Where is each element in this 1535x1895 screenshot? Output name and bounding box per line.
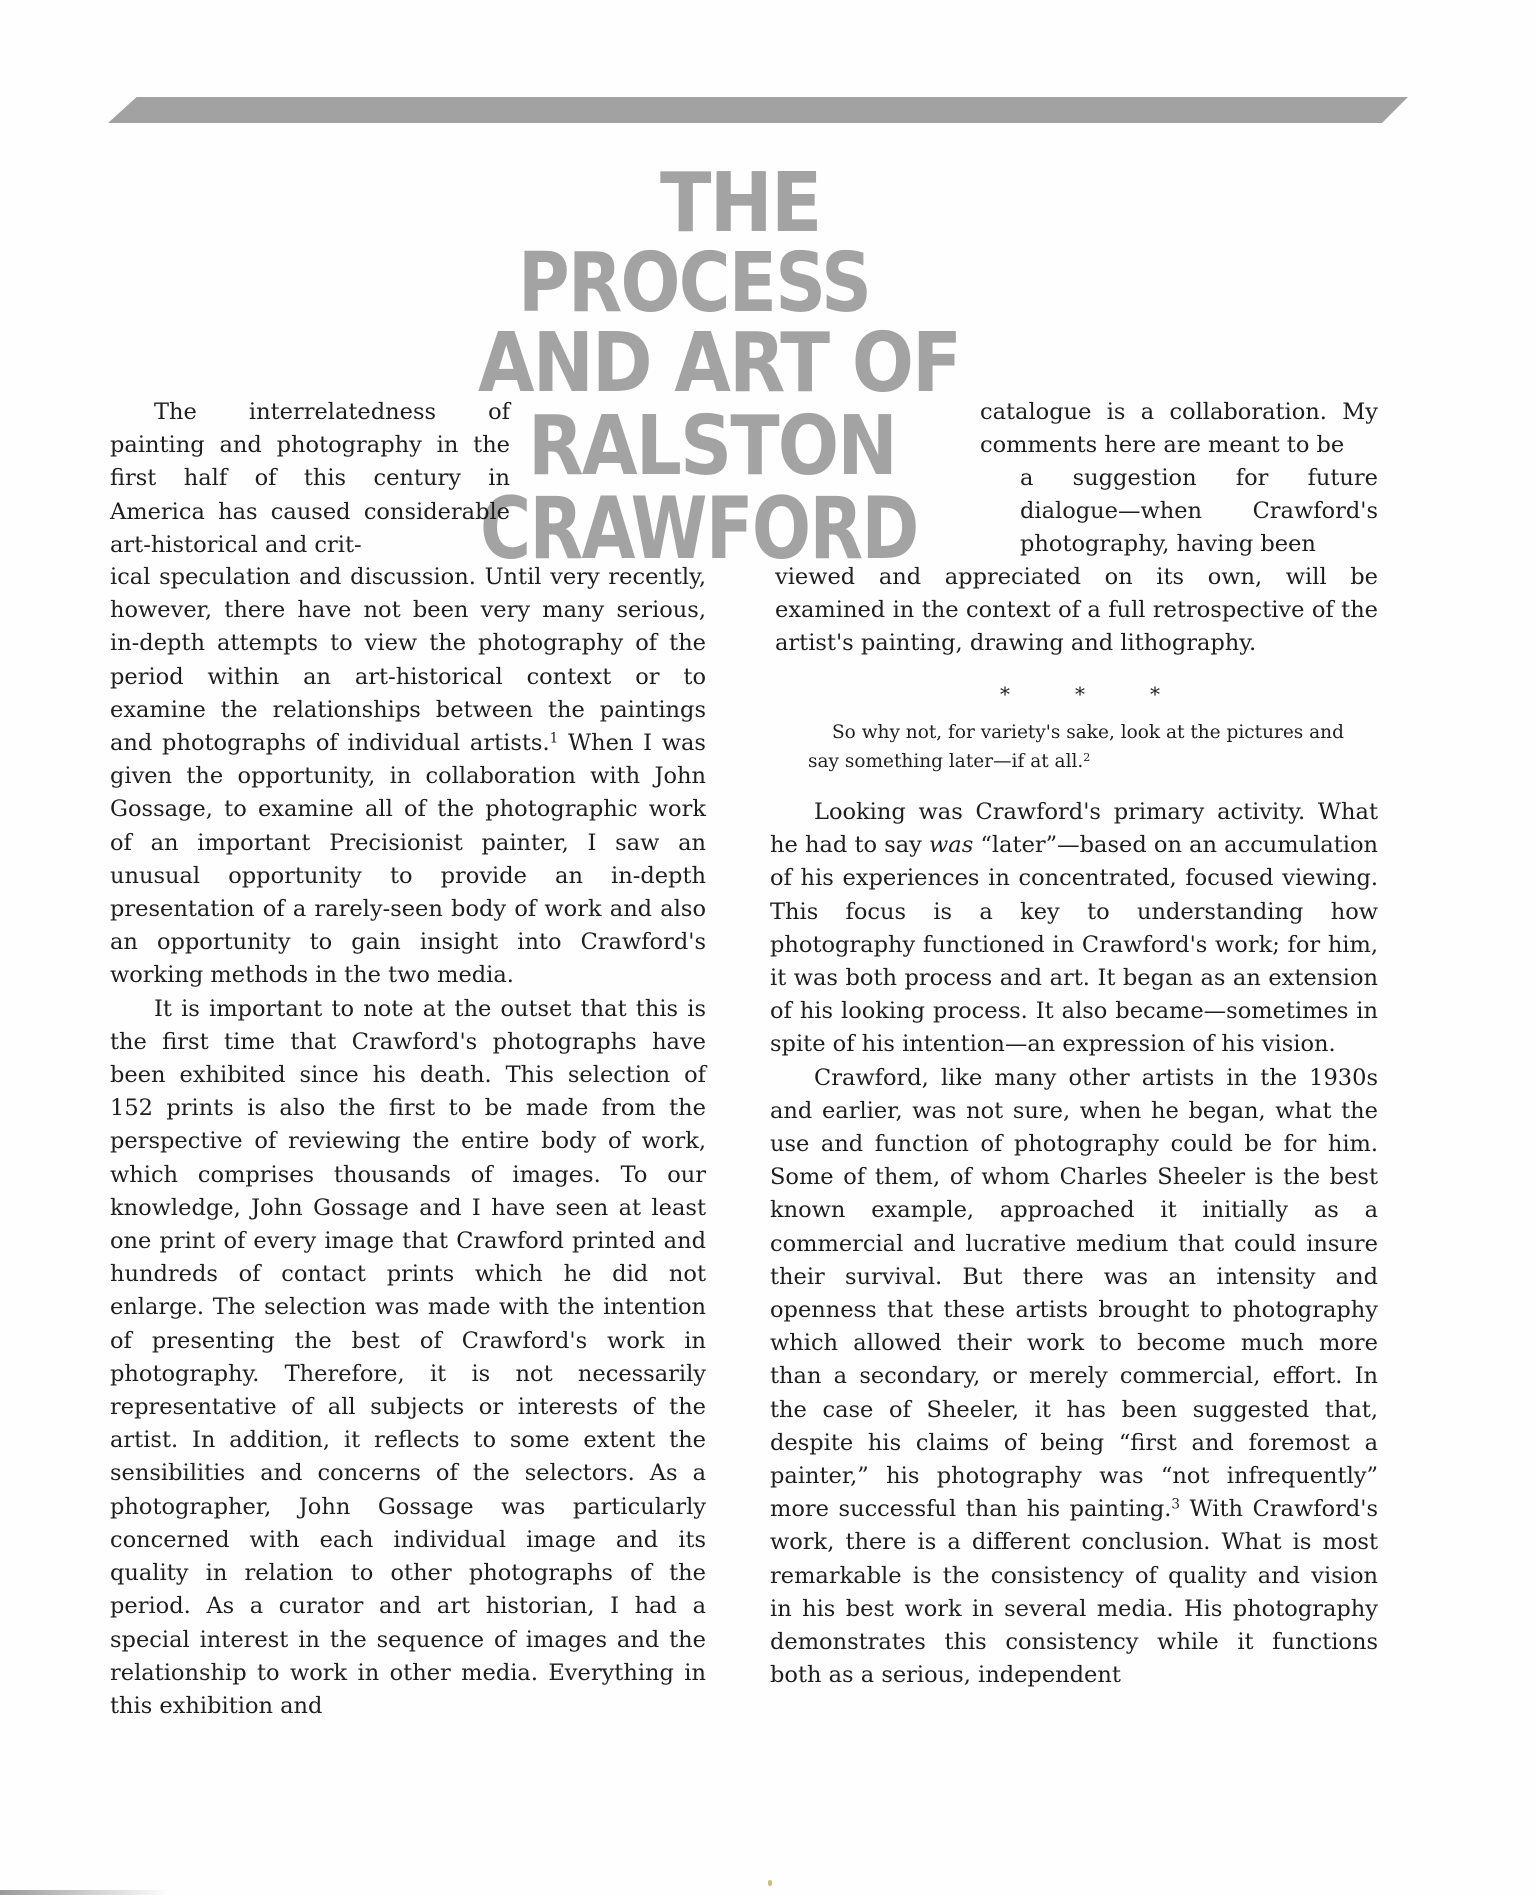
separator-asterisk: * (1150, 682, 1160, 706)
left-column (110, 561, 706, 1723)
separator-asterisk: * (1000, 682, 1010, 706)
title-line-3: AND ART OF (478, 316, 961, 411)
epigraph-quote (808, 718, 1348, 776)
right-paragraph-continued: viewed and appreciated on its own, will be examined in the context of a full retrospective of the artist's painting, drawing and lithography. (775, 564, 1378, 657)
footnote-ref-1[interactable]: 1 (549, 730, 559, 747)
p3-emphasis: was (929, 832, 974, 859)
right-wrap-text-2: a suggestion for future dialogue—when Crawford's photography, having been (1020, 465, 1378, 558)
paragraph-2: It is important to note at the outset that this is the first time that Crawford's photographs have been exhibited since his death. This selection of 152 prints is also the first to be made from the perspective of reviewing the entire body of work, which comprises thousands of images. To our knowledge, John Gossage and I have seen at least one print of every image that Crawford printed and hundreds of contact prints which he did not enlarge. The selection was made with the intention of presenting the best of Crawford's work in photography. Therefore, it is not necessarily representative of all subjects or interests of the artist. In addition, it reflects to some extent the sensibilities and concerns of the selectors. As a photographer, John Gossage was particularly concerned with each individual image and its quality in relation to other photographs of the period. As a curator and art historian, I had a special interest in the sequence of images and the relationship to work in other media. Everything in this exhibition and (110, 995, 706, 1719)
right-column (770, 796, 1378, 1692)
decorative-band (108, 97, 1408, 123)
scan-edge-shadow (0, 1890, 170, 1895)
epigraph-text: So why not, for variety's sake, look at the pictures and say something later—if at all. (808, 722, 1344, 772)
separator-asterisk: * (1075, 682, 1085, 706)
footnote-ref-2[interactable]: 2 (1083, 750, 1091, 764)
footnote-ref-3[interactable]: 3 (1171, 1496, 1180, 1513)
title-line-2: PROCESS (518, 236, 871, 331)
p3-text-b: “later”—based on an accumulation of his experiences in concentrated, focused viewing. This focus is a key to understanding how photography functioned in Crawford's work; for him, it was both process and art. It began as an extension of his looking process. It also became—sometimes in spite of his intention—an expression of his vision. (770, 832, 1378, 1058)
right-wrap-text-1: catalogue is a collaboration. My comments here are meant to be (980, 399, 1378, 459)
title-line-4: RALSTON (528, 399, 897, 494)
p1-text-a: ical speculation and discussion. Until very recently, however, there have not been very many serious, in-depth attempts to view the photography of the period within an art-historical context or to examine the relationships between the paintings and photographs of individual artists. (110, 564, 706, 757)
title-line-5: CRAWFORD (480, 479, 918, 579)
p3-text-a: Looking was Crawford's primary activity. What he had to say (770, 799, 1378, 859)
title-line-1: THE (660, 156, 821, 251)
paragraph-1-continued (110, 561, 706, 993)
paragraph-3 (770, 796, 1378, 1062)
p1-text-b: When I was given the opportunity, in collaboration with John Gossage, to examine all of the photographic work of an important Precisionist painter, I saw an unusual opportunity to provide an in-depth presentation of a rarely-seen body of work and also an opportunity to gain insight into Crawford's working methods in the two media. (110, 730, 706, 989)
p4-text-a: Crawford, like many other artists in the 1930s and earlier, was not sure, when he began, what the use and function of photography could be for him. Some of them, of whom Charles Sheeler is the best known example, approached it initially as a commercial and lucrative medium that could insure their survival. But there was an intensity and openness that these artists brought to photography which allowed their work to become much more than a secondary, or merely commercial, effort. In the case of Sheeler, it has been suggested that, despite his claims of being “first and foremost a painter,” his photography was “not infrequently” more successful than his painting. (770, 1064, 1378, 1523)
scan-speck (768, 1880, 772, 1886)
section-separator (1000, 682, 1160, 706)
paragraph-4 (770, 1062, 1378, 1693)
intro-paragraph-wrapped: The interrelatedness of painting and photography in the first half of this century in America has caused considerable art-historical and crit- (110, 399, 510, 558)
p4-text-b: With Crawford's work, there is a different conclusion. What is most remarkable is the consistency of quality and vision in his best work in several media. His photography demonstrates this consistency while it functions both as a serious, independent (770, 1496, 1378, 1689)
